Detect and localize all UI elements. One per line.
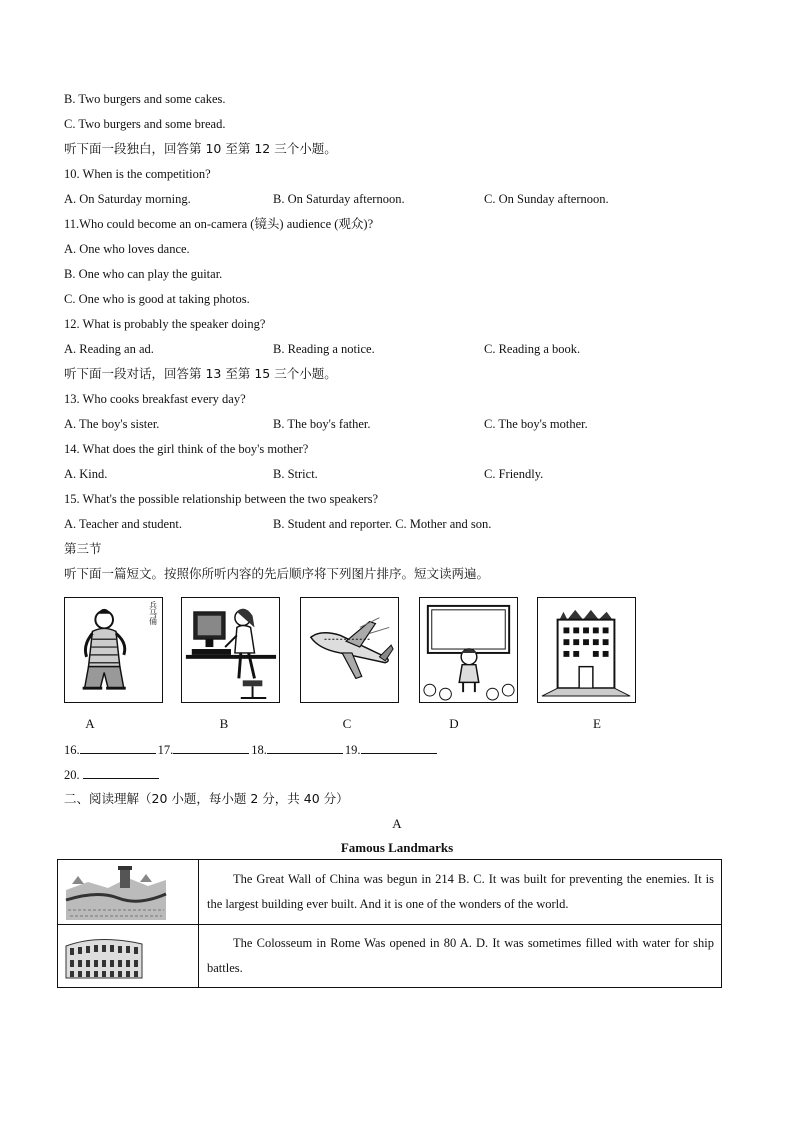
q12-option-b: B. Reading a notice. — [273, 342, 375, 356]
picture-a-caption: 兵马俑 — [149, 601, 157, 626]
q18-label: 18. — [251, 743, 267, 757]
q15-option-b: B. Student and reporter. C. Mother and son. — [273, 517, 492, 531]
passage-letter: A — [392, 816, 402, 831]
picture-e-building — [537, 597, 636, 703]
q13-option-b: B. The boy's father. — [273, 417, 371, 431]
colosseum-description: The Colosseum in Rome Was opened in 80 A. D. It was sometimes filled with water for ship battles. — [207, 936, 714, 975]
q14-question: 14. What does the girl think of the boy's mother? — [64, 442, 309, 456]
landmarks-table — [57, 859, 722, 988]
q9-option-c: C. Two burgers and some bread. — [64, 117, 226, 131]
q10-option-a: A. On Saturday morning. — [64, 192, 191, 206]
q9-option-b: B. Two burgers and some cakes. — [64, 92, 226, 106]
q12-option-c: C. Reading a book. — [484, 342, 581, 356]
airplane-icon — [301, 598, 398, 702]
q10-option-c: C. On Sunday afternoon. — [484, 192, 609, 206]
q14-option-b: B. Strict. — [273, 467, 318, 481]
section-13-15-instruction: 听下面一段对话，回答第 13 至第 15 三个小题。 — [64, 366, 337, 381]
q10-question: 10. When is the competition? — [64, 167, 211, 181]
picture-b-girl-computer — [181, 597, 280, 703]
q16-blank[interactable] — [80, 741, 156, 754]
great-wall-text — [199, 860, 722, 925]
great-wall-description: The Great Wall of China was begun in 214 B. C. It was built for preventing the enemies. It is the largest building ever built. And it is one of the wonders of the world. — [207, 872, 714, 911]
great-wall-image-cell — [58, 860, 199, 925]
q19-blank[interactable] — [361, 741, 437, 754]
answer-blank-row-2 — [64, 766, 161, 783]
picture-label-b: B — [219, 716, 229, 731]
classroom-icon — [420, 598, 517, 702]
picture-c-airplane — [300, 597, 399, 703]
q17-label: 17. — [157, 743, 174, 757]
building-icon — [538, 598, 635, 702]
q11-question: 11.Who could become an on-camera (镜头) audience (观众)? — [64, 217, 374, 231]
q19-label: 19. — [344, 743, 361, 757]
part3-heading: 第三节 — [64, 541, 102, 556]
picture-label-c: C — [342, 716, 352, 731]
q20-label: 20. — [64, 768, 80, 782]
passage-title: Famous Landmarks — [340, 840, 454, 855]
q14-option-a: A. Kind. — [64, 467, 108, 481]
q16-label: 16. — [64, 743, 80, 757]
computer-girl-icon — [182, 598, 279, 702]
q13-question: 13. Who cooks breakfast every day? — [64, 392, 246, 406]
table-row — [58, 860, 722, 925]
colosseum-icon — [58, 926, 198, 986]
reading-section-heading: 二、阅读理解（20 小题，每小题 2 分，共 40 分） — [64, 791, 349, 806]
picture-label-d: D — [449, 716, 459, 731]
q13-option-a: A. The boy's sister. — [64, 417, 160, 431]
q18-blank[interactable] — [267, 741, 343, 754]
q10-option-b: B. On Saturday afternoon. — [273, 192, 405, 206]
q12-question: 12. What is probably the speaker doing? — [64, 317, 266, 331]
q12-option-a: A. Reading an ad. — [64, 342, 154, 356]
part3-instruction: 听下面一篇短文。按照你所听内容的先后顺序将下列图片排序。短文读两遍。 — [64, 566, 490, 581]
q11-option-a: A. One who loves dance. — [64, 242, 190, 256]
answer-blanks-row — [64, 741, 439, 758]
q17-blank[interactable] — [173, 741, 249, 754]
picture-a-terracotta-warrior — [64, 597, 163, 703]
colosseum-image-cell — [58, 925, 199, 988]
q15-question: 15. What's the possible relationship between the two speakers? — [64, 492, 379, 506]
q11-option-c: C. One who is good at taking photos. — [64, 292, 250, 306]
q14-option-c: C. Friendly. — [484, 467, 544, 481]
q11-option-b: B. One who can play the guitar. — [64, 267, 223, 281]
picture-label-e: E — [593, 716, 601, 731]
great-wall-icon — [58, 860, 198, 924]
q13-option-c: C. The boy's mother. — [484, 417, 588, 431]
q15-option-a: A. Teacher and student. — [64, 517, 182, 531]
terracotta-warrior-icon — [65, 598, 162, 702]
q20-blank[interactable] — [83, 766, 159, 779]
section-10-12-instruction: 听下面一段独白，回答第 10 至第 12 三个小题。 — [64, 141, 337, 156]
picture-d-classroom — [419, 597, 518, 703]
table-row — [58, 925, 722, 988]
picture-label-a: A — [85, 716, 95, 731]
colosseum-text — [199, 925, 722, 988]
